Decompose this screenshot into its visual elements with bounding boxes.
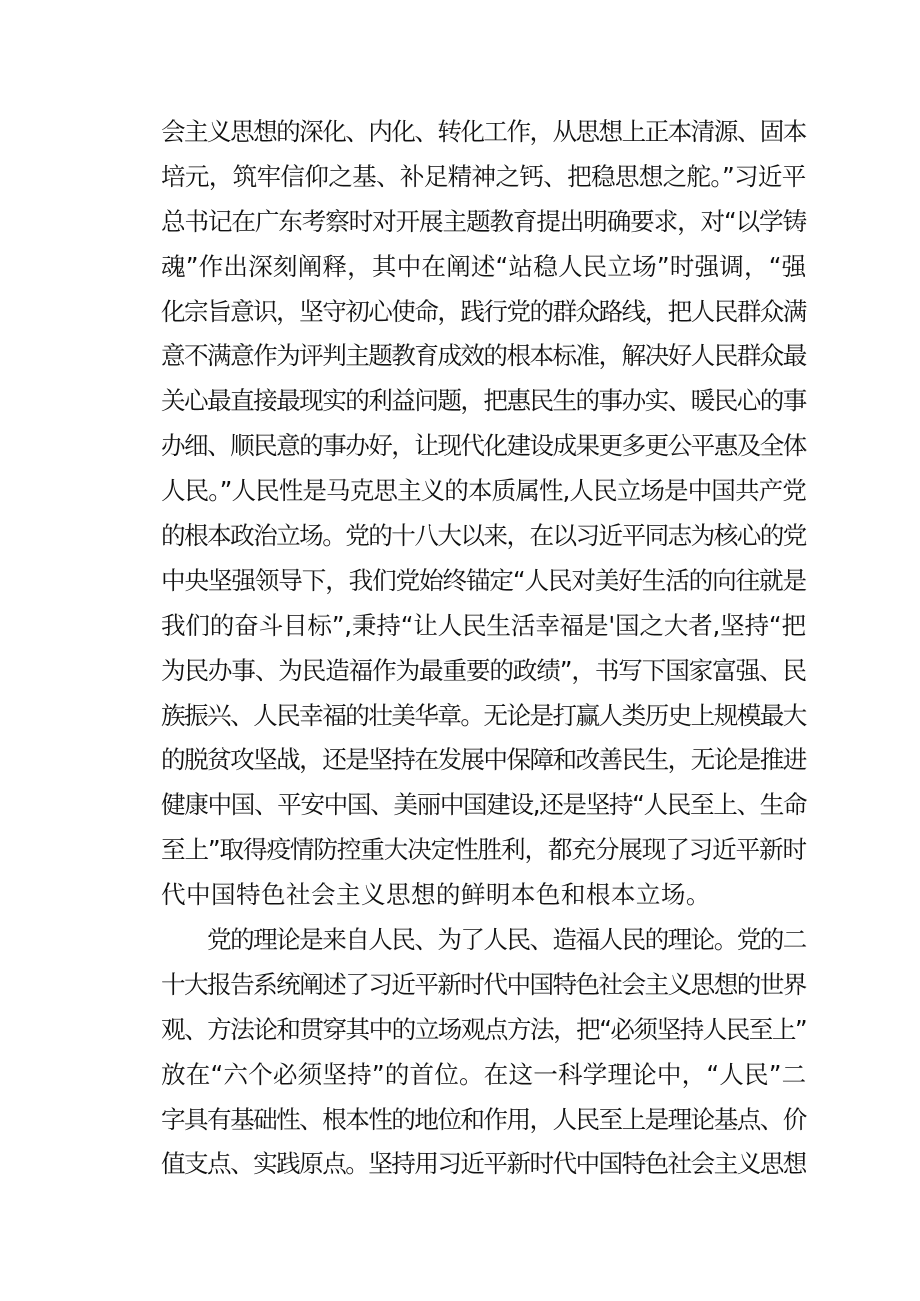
text-line: 的脱贫攻坚战，还是坚持在发展中保障和改善民生，无论是推进 — [161, 745, 806, 775]
text-line: 关心最直接最现实的利益问题，把惠民生的事办实、暖民心的事 — [161, 386, 806, 416]
text-line: 健康中国、平安中国、美丽中国建设,还是坚持“人民至上、生命 — [161, 790, 807, 820]
text-line: 的根本政治立场。党的十八大以来，在以习近平同志为核心的党 — [161, 521, 806, 551]
text-line: 培元，筑牢信仰之基、补足精神之钙、把稳思想之舵。”习近平 — [161, 161, 806, 191]
text-line: 化宗旨意识，坚守初心使命，践行党的群众路线，把人民群众满 — [161, 296, 806, 326]
text-line: 党的理论是来自人民、为了人民、造福人民的理论。党的二 — [161, 925, 806, 955]
text-line: 十大报告系统阐述了习近平新时代中国特色社会主义思想的世界 — [161, 969, 806, 999]
text-line: 观、方法论和贯穿其中的立场观点方法，把“必须坚持人民至上” — [161, 1014, 807, 1044]
text-line: 字具有基础性、根本性的地位和作用，人民至上是理论基点、价 — [161, 1104, 806, 1134]
text-line: 我们的奋斗目标”,秉持“让人民生活幸福是'国之大者,坚持“把 — [161, 610, 806, 640]
text-line: 总书记在广东考察时对开展主题教育提出明确要求，对“以学铸 — [161, 206, 806, 236]
text-line: 会主义思想的深化、内化、转化工作，从思想上正本清源、固本 — [161, 117, 806, 146]
text-line: 意不满意作为评判主题教育成效的根本标准，解决好人民群众最 — [161, 341, 806, 371]
text-line: 为民办事、为民造福作为最重要的政绩”，书写下国家富强、民 — [161, 655, 806, 685]
body-text — [161, 110, 807, 1187]
text-line: 放在“六个必须坚持”的首位。在这一科学理论中，“人民”二 — [161, 1059, 807, 1089]
text-line: 代中国特色社会主义思想的鲜明本色和根本立场。 — [161, 880, 711, 910]
text-line: 中央坚强领导下，我们党始终锚定“人民对美好生活的向往就是 — [161, 565, 806, 595]
text-line: 至上”取得疫情防控重大决定性胜利，都充分展现了习近平新时 — [161, 835, 806, 865]
text-line: 族振兴、人民幸福的壮美华章。无论是打赢人类历史上规模最大 — [161, 700, 806, 730]
text-line: 魂”作出深刻阐释，其中在阐述“站稳人民立场”时强调，“强 — [161, 251, 807, 281]
text-line: 值支点、实践原点。坚持用习近平新时代中国特色社会主义思想 — [161, 1149, 806, 1179]
text-line: 人民。”人民性是马克思主义的本质属性,人民立场是中国共产党 — [161, 476, 806, 506]
text-line: 办细、顺民意的事办好，让现代化建设成果更多更公平惠及全体 — [161, 431, 806, 461]
